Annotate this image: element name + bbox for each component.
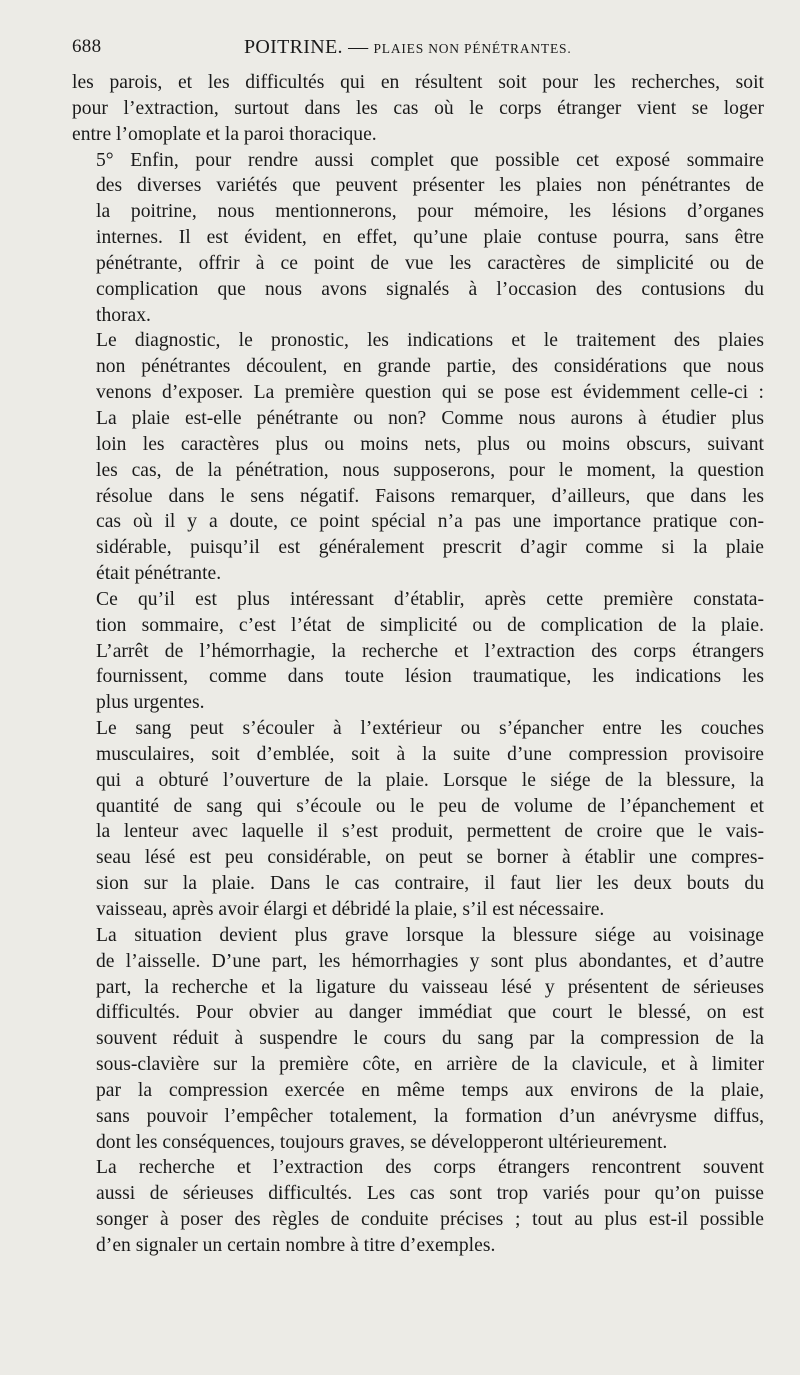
running-header xyxy=(72,34,764,70)
text-line: la poitrine, nous mentionnerons, pour mémoire, les lésions d’organes xyxy=(96,201,764,223)
text-line: sidérable, puisqu’il est généralement prescrit d’agir comme si la plaie xyxy=(96,537,764,559)
text-line: loin les caractères plus ou moins nets, plus ou moins obscurs, suivant xyxy=(96,433,764,455)
text-line: vaisseau, après avoir élargi et débridé la plaie, s’il est nécessaire. xyxy=(96,899,605,920)
text-line: sion sur la plaie. Dans le cas contraire, il faut lier les deux bouts du xyxy=(96,873,764,895)
text-line: tion sommaire, c’est l’état de simplicité ou de complication de la plaie. xyxy=(96,614,764,636)
text-line: les cas, de la pénétration, nous supposerons, pour le moment, la question xyxy=(96,459,764,481)
text-line: quantité de sang qui s’écoule ou le peu de volume de l’épanchement et xyxy=(96,795,764,817)
text-line: La situation devient plus grave lorsque la blessure siége au voisinage xyxy=(96,924,764,946)
text-line: aussi de sérieuses difficultés. Les cas sont trop variés pour qu’on puisse xyxy=(96,1183,764,1205)
text-line: La plaie est-elle pénétrante ou non? Comme nous aurons à étudier plus xyxy=(96,407,764,429)
text-line: dont les conséquences, toujours graves, se développeront ultérieurement. xyxy=(96,1131,668,1153)
text-line: les parois, et les difficultés qui en résultent soit pour les recherches, soit xyxy=(72,72,764,93)
running-title xyxy=(244,36,572,59)
text-line: songer à poser des règles de conduite précises ; tout au plus est-il possible xyxy=(96,1209,764,1231)
text-line: L’arrêt de l’hémorrhagie, la recherche et l’extraction des corps étrangers xyxy=(96,640,764,662)
text-line: complication que nous avons signalés à l’occasion des contusions du xyxy=(96,278,764,300)
text-line: Ce qu’il est plus intéressant d’établir, après cette première constata- xyxy=(96,588,764,610)
text-line: Le diagnostic, le pronostic, les indications et le traitement des plaies xyxy=(96,330,764,352)
text-line: résolue dans le sens négatif. Faisons remarquer, d’ailleurs, que dans les xyxy=(96,485,764,507)
text-line: la lenteur avec laquelle il s’est produit, permettent de croire que le vais- xyxy=(96,821,764,843)
paragraph xyxy=(72,1155,764,1258)
text-line: des diverses variétés que peuvent présenter les plaies non pénétrantes de xyxy=(96,175,764,197)
paragraph xyxy=(72,148,764,329)
text-line: cas où il y a doute, ce point spécial n’a pas une importance pratique con- xyxy=(96,511,764,533)
paragraph xyxy=(72,587,764,716)
paragraph xyxy=(72,923,764,1156)
paragraph xyxy=(72,70,764,148)
running-title-main: POITRINE. — xyxy=(244,36,369,58)
body-text xyxy=(72,70,764,1259)
paragraph xyxy=(72,716,764,923)
text-line: non pénétrantes découlent, en grande partie, des considérations que nous xyxy=(96,356,764,378)
text-line: plus urgentes. xyxy=(96,692,205,714)
text-line: était pénétrante. xyxy=(96,563,222,585)
text-line: pour l’extraction, surtout dans les cas où le corps étranger vient se loger xyxy=(72,97,764,119)
text-line: seau lésé est peu considérable, on peut se borner à établir une compres- xyxy=(96,847,764,869)
text-line: entre l’omoplate et la paroi thoracique. xyxy=(72,123,377,145)
text-line: venons d’exposer. La première question qui se pose est évidemment celle-ci : xyxy=(96,382,764,404)
text-line: par la compression exercée en même temps aux environs de la plaie, xyxy=(96,1079,764,1101)
text-line: 5° Enfin, pour rendre aussi complet que possible cet exposé sommaire xyxy=(96,149,764,171)
text-line: de l’aisselle. D’une part, les hémorrhagies y sont plus abondantes, et d’autre xyxy=(96,950,764,972)
paragraph xyxy=(72,328,764,586)
text-line: souvent réduit à suspendre le cours du sang par la compression de la xyxy=(96,1028,764,1050)
text-line: internes. Il est évident, en effet, qu’une plaie contuse pourra, sans être xyxy=(96,227,764,249)
text-line: musculaires, soit d’emblée, soit à la suite d’une compression provisoire xyxy=(96,743,764,765)
text-line: thorax. xyxy=(96,304,151,326)
text-line: d’en signaler un certain nombre à titre d’exemples. xyxy=(96,1234,496,1256)
text-line: pénétrante, offrir à ce point de vue les caractères de simplicité ou de xyxy=(96,252,764,274)
text-line: fournissent, comme dans toute lésion traumatique, les indications les xyxy=(96,666,764,688)
text-line: difficultés. Pour obvier au danger immédiat que court le blessé, on est xyxy=(96,1002,764,1024)
text-line: Le sang peut s’écouler à l’extérieur ou s’épancher entre les couches xyxy=(96,718,764,740)
page-number: 688 xyxy=(72,36,102,57)
text-line: sans pouvoir l’empêcher totalement, la formation d’un anévrysme diffus, xyxy=(96,1105,764,1127)
text-line: part, la recherche et la ligature du vaisseau lésé y présentent de sérieuses xyxy=(96,976,764,998)
running-title-sub: PLAIES NON PÉNÉTRANTES. xyxy=(373,41,572,56)
text-line: La recherche et l’extraction des corps étrangers rencontrent souvent xyxy=(96,1157,764,1179)
text-line: sous-clavière sur la première côte, en arrière de la clavicule, et à limiter xyxy=(96,1054,764,1076)
text-line: qui a obturé l’ouverture de la plaie. Lorsque le siége de la blessure, la xyxy=(96,769,764,791)
